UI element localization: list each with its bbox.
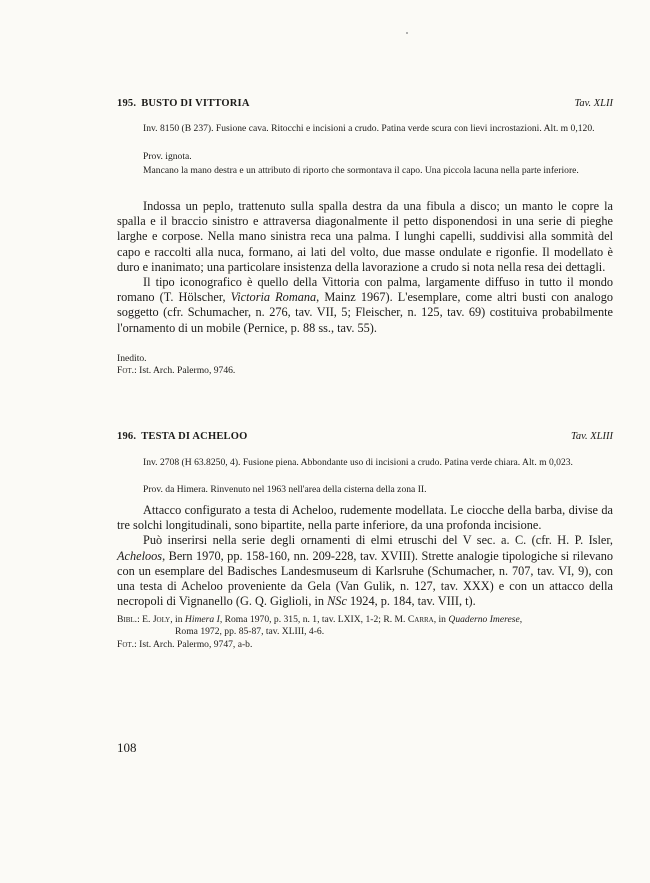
fot-label: Fot. (117, 365, 135, 377)
fot-text: : Ist. Arch. Palermo, 9747, a-b. (134, 638, 253, 650)
entry-195-p2-text-a: Il tipo iconografico è quello della Vittoria con palma, largamente diffuso in tutto il mondo romano (T. Hölscher, (117, 275, 613, 305)
fot-label: Fot. (117, 638, 135, 650)
entry-195-fot (117, 365, 617, 377)
entry-195-paragraph-2 (117, 275, 613, 336)
entry-196-title (117, 431, 247, 442)
entry-195-inedito: Inedito. (117, 353, 147, 364)
bibl-italic-2: Quaderno Imerese (448, 614, 520, 625)
entry-195-body (117, 199, 613, 336)
entry-196-paragraph-2 (117, 533, 613, 609)
entry-196-tav: Tav. XLIII (571, 431, 613, 442)
entry-195-prov: Prov. ignota. (143, 151, 192, 162)
scan-speck (406, 32, 408, 34)
bibl-label: Bibl. (117, 614, 138, 625)
bibl-text-d: , in (433, 614, 449, 625)
entry-196-p2-text-b: , Bern 1970, pp. 158-160, nn. 209-228, tav. XVIII). Strette analogie tipologiche si rilevano con un esemplare del Badisches Landesmuseum di Karlsruhe (Schumacher, n. 707, tav. VI, 9), con una testa di Acheloo proveniente da Gela (Van Gulik, n. 127, tav. XXX) e con un attacco della necropoli di Vignanello (G. Q. Giglioli, in (117, 548, 613, 609)
entry-195-title-text: BUSTO DI VITTORIA (141, 98, 250, 109)
entry-195-p2-text-b: , Mainz 1967). L'esemplare, come altri busti con analogo soggetto (cfr. Schumacher, n. 276, tav. VII, 5; Fleischer, n. 125, tav. 69) costituiva probabilmente l'ornamento di un mobile (Pernice, p. 88 ss., tav. 55). (117, 290, 613, 335)
entry-195-header (117, 98, 613, 109)
entry-195-refs (117, 353, 617, 378)
entry-196-refs (117, 614, 617, 651)
entry-196-title-text: TESTA DI ACHELOO (141, 431, 248, 442)
bibl-text-c: , Roma 1970, p. 315, n. 1, tav. LXIX, 1-2; R. M. (219, 614, 408, 625)
entry-196-header (117, 431, 613, 442)
bibl-text-a: : E. (137, 614, 153, 625)
entry-196-fot (117, 639, 617, 651)
entry-196-p2-text-c: 1924, p. 184, tav. VIII, t). (346, 594, 476, 609)
entry-195-title (117, 98, 250, 109)
entry-196-body (117, 503, 613, 609)
entry-195-p2-italic: Victoria Romana (230, 290, 317, 305)
entry-196-inv: Inv. 2708 (H 63.8250, 4). Fusione piena. Abbondante uso di incisioni a crudo. Patina verde chiara. Alt. m 0,023. (143, 457, 573, 468)
bibl-text-e: , (519, 614, 523, 625)
page-number: 108 (117, 740, 137, 755)
entry-195-number: 195. (117, 98, 137, 109)
entry-196-bibl-line-2: Roma 1972, pp. 85-87, tav. XLIII, 4-6. (175, 626, 325, 638)
entry-195-tav: Tav. XLII (574, 98, 613, 109)
fot-text: : Ist. Arch. Palermo, 9746. (134, 365, 236, 377)
entry-196-bibl (117, 614, 617, 626)
entry-196-paragraph-1: Attacco configurato a testa di Acheloo, rudemente modellata. Le ciocche della barba, divise da tre solchi longitudinali, sono bipartite, nella parte inferiore, da una profonda incisione. (117, 503, 613, 533)
entry-196-number: 196. (117, 431, 137, 442)
entry-196-p2-italic-2: NSc (327, 594, 347, 609)
entry-196-prov: Prov. da Himera. Rinvenuto nel 1963 nell'area della cisterna della zona II. (143, 484, 427, 495)
bibl-italic-1: Himera I (184, 614, 220, 625)
bibl-author-joly: Joly (152, 614, 171, 625)
entry-195-notes: Mancano la mano destra e un attributo di riporto che sormontava il capo. Una piccola lacuna nella parte inferiore. (143, 165, 579, 176)
entry-195-paragraph-1: Indossa un peplo, trattenuto sulla spalla destra da una fibula a disco; un manto le copre la spalla e il braccio sinistro e attraversa diagonalmente il petto disponendosi in una serie di pieghe larghe e corpose. Nella mano sinistra reca una palma. I lunghi capelli, suddivisi alla sommità del capo e raccolti alla nuca, formano, ai lati del volto, due masse ondulate e rigonfie. Il modellato è duro e inanimato; una particolare insistenza della lavorazione a crudo si nota nella resa dei dettagli. (117, 199, 613, 274)
entry-196-p2-text-a: Può inserirsi nella serie degli ornamenti di elmi etruschi del V sec. a. C. (cfr. H. P. Isler, (143, 533, 613, 548)
bibl-author-carra: Carra (407, 614, 434, 625)
entry-196-p2-italic-1: Acheloos (117, 548, 163, 563)
entry-195-inv: Inv. 8150 (B 237). Fusione cava. Ritocchi e incisioni a crudo. Patina verde scura con lievi incrostazioni. Alt. m 0,120. (143, 123, 595, 134)
bibl-text-b: , in (170, 614, 185, 625)
